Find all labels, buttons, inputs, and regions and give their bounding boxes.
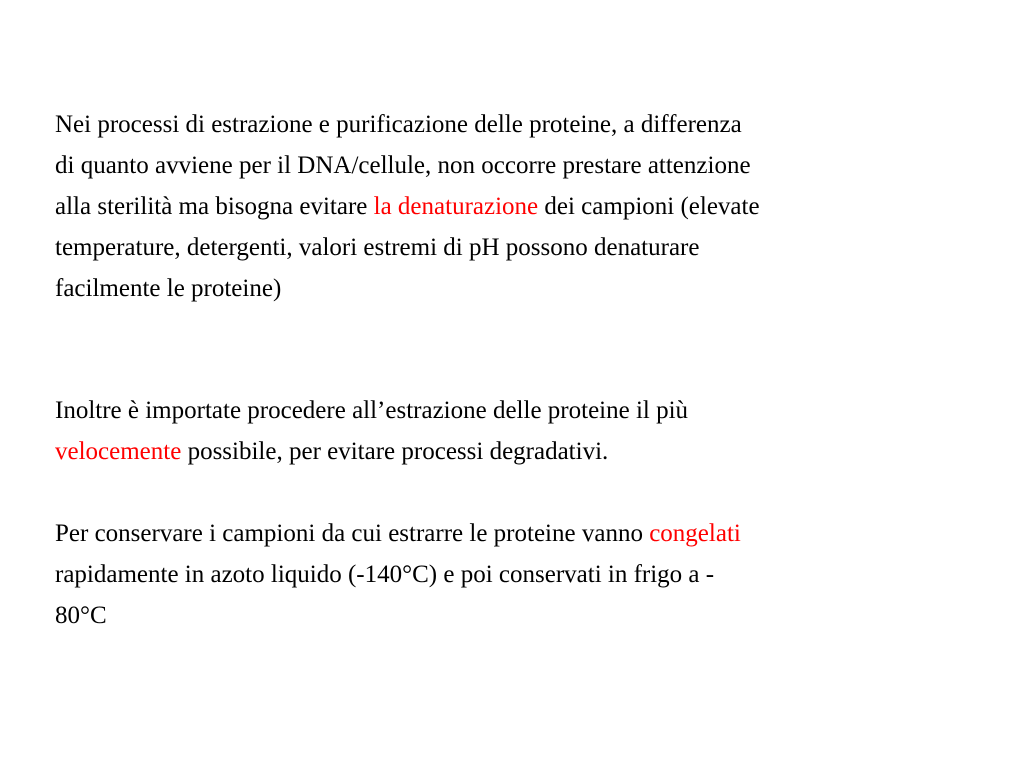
- p3-line2: rapidamente in azoto liquido (-140°C) e poi conservati in frigo a -: [55, 561, 715, 588]
- p1-line1: Nei processi di estrazione e purificazione delle proteine, a differenza: [55, 111, 742, 138]
- p3-line1-before: Per conservare i campioni da cui estrarre le proteine vanno: [55, 520, 650, 547]
- highlight-denaturazione: la denaturazione: [373, 193, 539, 220]
- highlight-velocemente: velocemente: [55, 438, 182, 465]
- paragraph-speed: [55, 390, 1020, 472]
- p1-line3-before: alla sterilità ma bisogna evitare: [55, 193, 374, 220]
- highlight-congelati: congelati: [649, 520, 741, 547]
- p3-line3: 80°C: [55, 602, 107, 629]
- p1-line2: di quanto avviene per il DNA/cellule, non occorre prestare attenzione: [55, 152, 751, 179]
- paragraph-denaturation: [55, 104, 1020, 309]
- p2-line1: Inoltre è importate procedere all’estrazione delle proteine il più: [55, 397, 689, 424]
- p2-line2-after: possibile, per evitare processi degradativi.: [181, 438, 609, 465]
- p1-line5: facilmente le proteine): [55, 275, 282, 302]
- p1-line3-after: dei campioni (elevate: [538, 193, 760, 220]
- p1-line4: temperature, detergenti, valori estremi di pH possono denaturare: [55, 234, 700, 261]
- paragraph-storage: [55, 513, 1020, 636]
